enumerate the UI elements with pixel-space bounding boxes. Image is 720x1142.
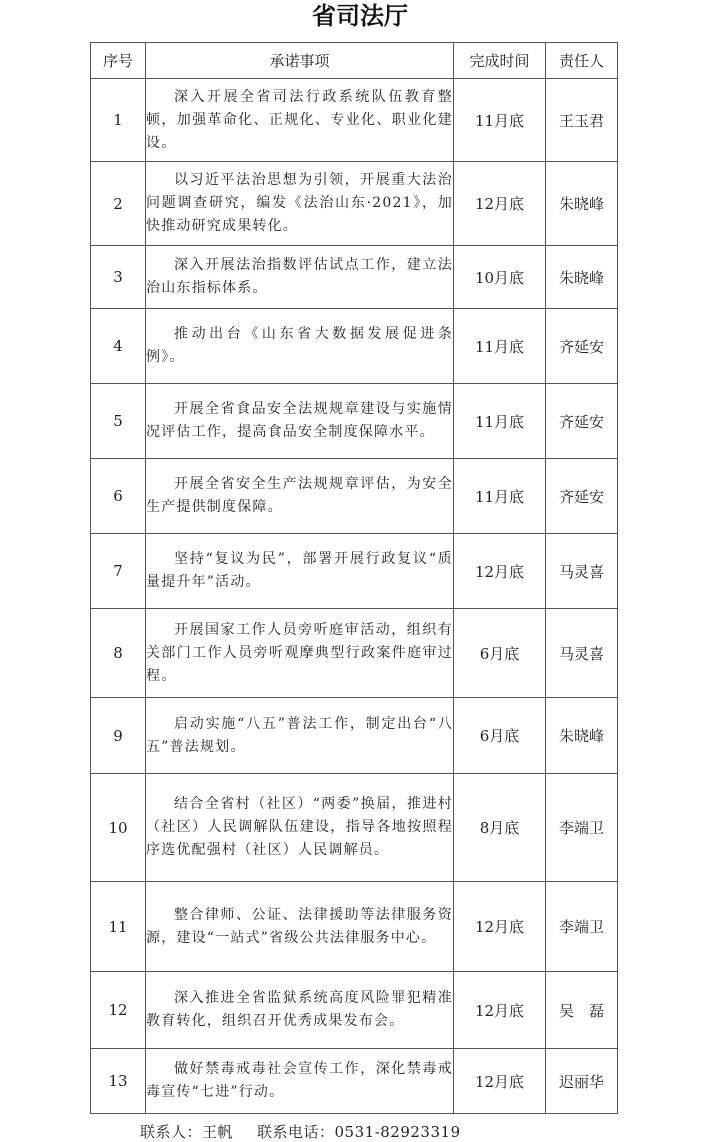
row-task: 开展全省食品安全法规规章建设与实施情况评估工作，提高食品安全制度保障水平。: [146, 401, 453, 440]
header-no: 序号: [91, 43, 146, 79]
row-task: 开展国家工作人员旁听庭审活动，组织有关部门工作人员旁听观摩典型行政案件庭审过程。: [146, 621, 453, 684]
table-row: [91, 384, 618, 459]
row-task: 以习近平法治思想为引领，开展重大法治问题调查研究，编发《法治山东·2021》，加快推动研究成果转化。: [146, 172, 453, 234]
table-row: [91, 162, 618, 246]
row-deadline: 11月底: [454, 79, 546, 162]
row-deadline: 10月底: [454, 246, 546, 309]
row-deadline: 6月底: [454, 698, 546, 774]
row-owner: 马灵喜: [546, 609, 618, 698]
row-owner: 马灵喜: [546, 534, 618, 609]
row-task: 结合全省村（社区）“两委”换届，推进村（社区）人民调解队伍建设，指导各地按照程序选优配强村（社区）人民调解员。: [146, 796, 453, 858]
row-no: 9: [91, 698, 146, 774]
row-deadline: 12月底: [454, 162, 546, 246]
row-owner: 李端卫: [546, 774, 618, 882]
row-no: 2: [91, 162, 146, 246]
table-header-row: [91, 43, 618, 79]
row-deadline: 11月底: [454, 459, 546, 534]
header-deadline: 完成时间: [454, 43, 546, 79]
table-row: [91, 534, 618, 609]
row-owner: 朱晓峰: [546, 246, 618, 309]
row-no: 13: [91, 1049, 146, 1114]
row-deadline: 12月底: [454, 534, 546, 609]
page-title: 省司法厅: [312, 2, 408, 30]
table-row: [91, 246, 618, 309]
row-no: 7: [91, 534, 146, 609]
table-row: [91, 609, 618, 698]
row-deadline: 8月底: [454, 774, 546, 882]
row-owner: 吴 磊: [546, 972, 618, 1049]
row-deadline: 12月底: [454, 882, 546, 972]
row-deadline: 11月底: [454, 309, 546, 384]
row-owner: 朱晓峰: [546, 162, 618, 246]
row-no: 8: [91, 609, 146, 698]
row-owner: 迟丽华: [546, 1049, 618, 1114]
row-task: 坚持“复议为民”，部署开展行政复议“质量提升年”活动。: [146, 551, 453, 590]
row-no: 5: [91, 384, 146, 459]
row-no: 3: [91, 246, 146, 309]
row-deadline: 12月底: [454, 972, 546, 1049]
row-no: 10: [91, 774, 146, 882]
row-owner: 齐延安: [546, 384, 618, 459]
row-task: 做好禁毒戒毒社会宣传工作，深化禁毒戒毒宣传“七进”行动。: [146, 1061, 453, 1100]
table-row: [91, 882, 618, 972]
header-task: 承诺事项: [146, 43, 454, 79]
table-row: [91, 774, 618, 882]
row-no: 6: [91, 459, 146, 534]
row-owner: 李端卫: [546, 882, 618, 972]
table-row: [91, 79, 618, 162]
table-row: [91, 972, 618, 1049]
contact-phone: 联系电话：0531-82923319: [257, 1123, 461, 1141]
contact-person: 联系人：王帆: [140, 1123, 234, 1141]
table-row: [91, 698, 618, 774]
row-task: 深入开展全省司法行政系统队伍教育整顿，加强革命化、正规化、专业化、职业化建设。: [146, 88, 453, 151]
row-deadline: 12月底: [454, 1049, 546, 1114]
row-owner: 齐延安: [546, 309, 618, 384]
row-task: 深入开展法治指数评估试点工作，建立法治山东指标体系。: [146, 257, 453, 296]
row-owner: 齐延安: [546, 459, 618, 534]
row-owner: 王玉君: [546, 79, 618, 162]
row-no: 1: [91, 79, 146, 162]
row-task: 启动实施“八五”普法工作，制定出台“八五”普法规划。: [146, 715, 453, 755]
table-row: [91, 1049, 618, 1114]
row-task: 开展全省安全生产法规规章评估，为安全生产提供制度保障。: [146, 476, 453, 515]
row-task: 整合律师、公证、法律援助等法律服务资源，建设“一站式”省级公共法律服务中心。: [146, 906, 453, 946]
header-owner: 责任人: [546, 43, 618, 79]
row-deadline: 6月底: [454, 609, 546, 698]
row-owner: 朱晓峰: [546, 698, 618, 774]
commitment-table: [90, 42, 618, 1114]
row-deadline: 11月底: [454, 384, 546, 459]
row-no: 4: [91, 309, 146, 384]
row-no: 12: [91, 972, 146, 1049]
row-task: 深入推进全省监狱系统高度风险罪犯精准教育转化，组织召开优秀成果发布会。: [146, 990, 453, 1029]
row-task: 推动出台《山东省大数据发展促进条例》。: [146, 326, 453, 365]
row-no: 11: [91, 882, 146, 972]
table-row: [91, 459, 618, 534]
table-row: [91, 309, 618, 384]
contact-footer: [140, 1121, 461, 1142]
